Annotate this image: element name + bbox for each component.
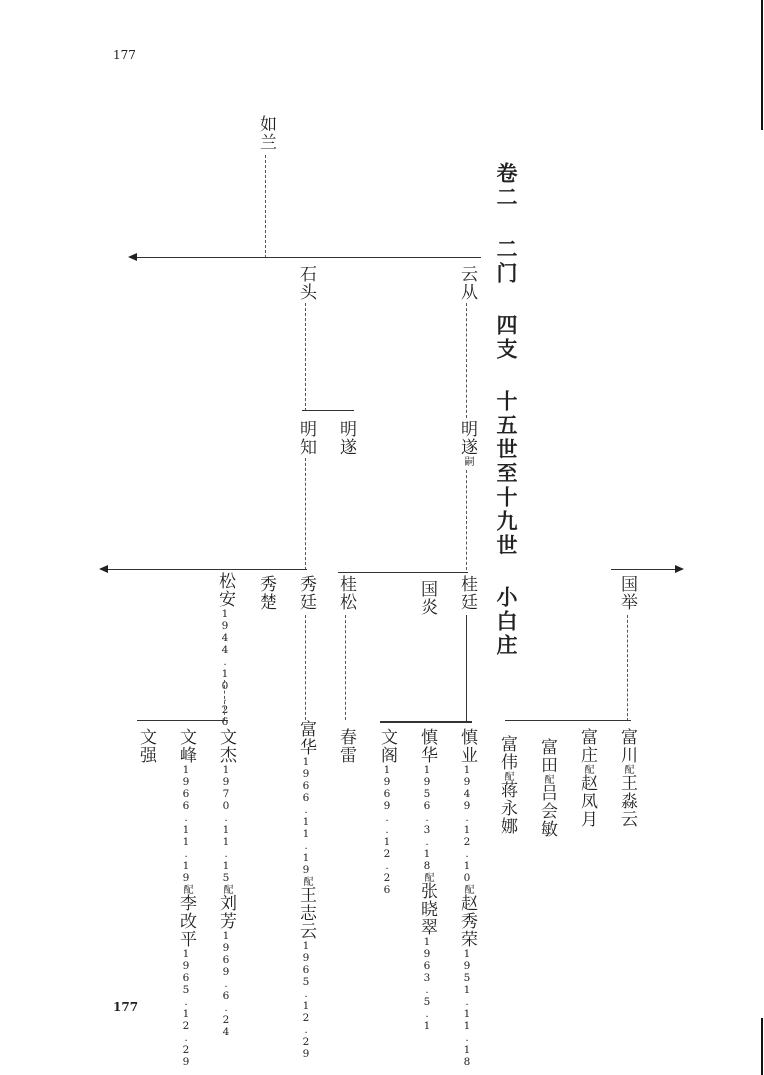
- name-shitou: 石头: [296, 265, 316, 301]
- name-fuzhuang: 富庄配赵凤月: [577, 728, 597, 828]
- gen17-arrow-left-icon: [99, 565, 108, 573]
- mingsui-dashed-line: [466, 470, 467, 570]
- heir-marker: 嗣: [462, 456, 473, 466]
- yuncong-dashed-line: [466, 303, 467, 418]
- name-wenfeng: 文峰1966.11.19配李改平1965.12.29: [176, 728, 196, 1068]
- name-rulan: 如兰: [256, 115, 276, 151]
- gen15-horizontal-line: [136, 257, 481, 258]
- page-edge-bottom: [761, 1018, 763, 1075]
- guisong-dashed-line: [345, 615, 346, 720]
- page-number-top: 177: [113, 48, 136, 62]
- name-mingsui-yuncong: 明遂嗣: [457, 420, 477, 466]
- name-shenhua: 慎华1956.3.18配张晓翠1963.5.1: [417, 728, 437, 1032]
- guiting-line: [466, 615, 467, 721]
- gen17-arrow-right-icon: [675, 565, 684, 573]
- name-futian: 富田配吕会敏: [537, 738, 557, 838]
- name-xiuting: 秀廷: [296, 575, 316, 611]
- name-chunlei: 春雷: [336, 728, 356, 764]
- guoju-line: [611, 569, 675, 570]
- mingzhi-children-line: [107, 569, 307, 570]
- songan-dashed-line: [224, 680, 225, 720]
- name-shenye: 慎业1949.12.10配赵秀荣1951.11.18: [457, 728, 477, 1068]
- guoju-children-line: [505, 720, 631, 721]
- page-number-bottom: 177: [113, 1000, 139, 1014]
- name-wenqiang: 文强: [136, 728, 156, 764]
- page-title: 卷二 二门 四支 十五世至十九世 小白庄: [494, 162, 519, 658]
- xiuting-dashed-line: [305, 615, 306, 720]
- name-songan: 松安1944.10.26: [215, 572, 235, 728]
- mingsui-children-line: [338, 572, 468, 573]
- name-yuncong: 云从: [457, 265, 477, 301]
- name-fuhua: 富华1966.11.19配王志云1965.12.29: [296, 720, 316, 1060]
- name-mingsui-shitou: 明遂: [336, 420, 356, 456]
- songan-children-line: [137, 720, 228, 721]
- name-mingzhi: 明知: [296, 420, 316, 456]
- guoju-dashed-line: [627, 615, 628, 721]
- name-guisong: 桂松: [336, 575, 356, 611]
- name-wenge: 文阁1969..12.26: [377, 728, 397, 896]
- name-fuchuan: 富川配王淼云: [617, 728, 637, 828]
- name-guoju: 国举: [617, 575, 637, 611]
- shitou-children-line: [302, 410, 354, 411]
- name-xiuchu: 秀楚: [256, 575, 276, 611]
- name-guoyan: 国炎: [417, 580, 437, 616]
- gen15-arrow-left-icon: [128, 253, 137, 261]
- guiting-children-line: [380, 721, 472, 723]
- mingzhi-dashed-line: [305, 458, 306, 570]
- name-guiting: 桂廷: [457, 575, 477, 611]
- songan-birth-date: 1944.10.26: [219, 608, 231, 728]
- name-fuwei: 富伟配蒋永娜: [497, 735, 517, 835]
- rulan-dashed-line: [265, 155, 266, 258]
- page-edge-top: [761, 0, 763, 130]
- name-wenjie: 文杰1970.11.15配刘芳1969.6.24: [216, 728, 236, 1038]
- shitou-dashed-line: [305, 303, 306, 411]
